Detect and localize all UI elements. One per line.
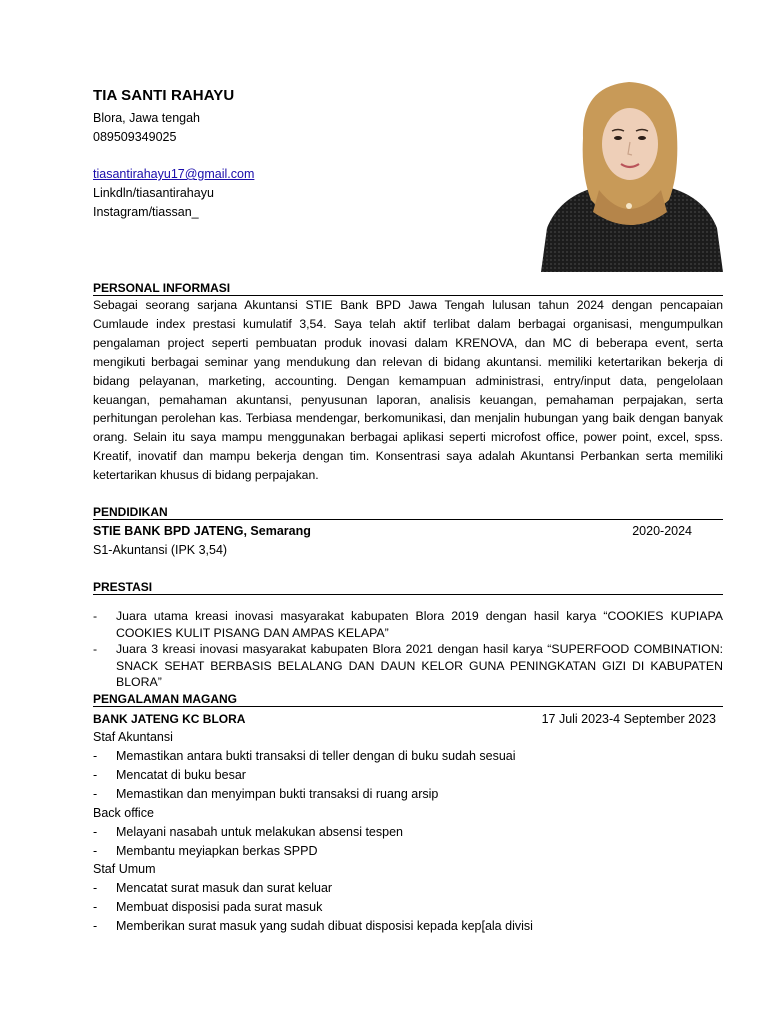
section-title-internship <box>93 692 723 707</box>
internship-company <box>93 710 723 728</box>
bullet-dash: - <box>93 844 98 858</box>
task-item <box>93 842 723 860</box>
education-years: 2020-2024 <box>632 524 692 538</box>
personal-summary: Sebagai seorang sarjana Akuntansi STIE Bank BPD Jawa Tengah lulusan tahun 2024 dengan pencapaian Cumlaude index prestasi kumulatif 3,54. Saya telah aktif terlibat dalam berbagai organisasi, mengumpulkan pengalaman project seperti pembuatan produk inovasi dalam KRENOVA, dan MC di beberapa event, serta mengikuti berbagai seminar yang mendukung dan relevan di bidang akuntansi. memiliki ketertarikan bekerja di bidang pelayanan, marketing, accounting. Dengan kemampuan administrasi, entry/input data, pengelolaan keuangan, pemahaman akuntansi, penyusunan laporan, analisis keuangan, pemahaman perpajakan, serta perhitungan perolehan kas. Terbiasa mendengar, berkomunikasi, dan menjalin hubungan yang baik dengan banyak orang. Selain itu saya mampu menggunakan berbagai aplikasi seperti microfost office, power point, excel, spss. Kreatif, inovatif dan mampu bekerja dengan tim. Konsentrasi saya adalah Akuntansi Perbankan serta memiliki ketertarikan khusus di bidang perpajakan. <box>93 298 723 483</box>
bullet-dash: - <box>93 900 98 914</box>
email-link[interactable]: tiasantirahayu17@gmail.com <box>93 167 255 181</box>
internship-period: 17 Juli 2023-4 September 2023 <box>541 712 716 726</box>
instagram-handle: Instagram/tiassan_ <box>93 205 199 219</box>
bullet-dash: - <box>93 768 98 782</box>
internship-title-text: PENGALAMAN MAGANG <box>93 692 237 706</box>
phone-number: 089509349025 <box>93 130 177 144</box>
role-title: Staf Akuntansi <box>93 730 173 744</box>
role-title: Staf Umum <box>93 862 156 876</box>
education-degree: S1-Akuntansi (IPK 3,54) <box>93 543 228 557</box>
section-title-achievements <box>93 580 723 595</box>
task-text: Membuat disposisi pada surat masuk <box>116 900 323 914</box>
section-title-education <box>93 505 723 520</box>
bullet-dash: - <box>93 825 98 839</box>
section-title-personal <box>93 281 723 296</box>
achievement-text: Juara 3 kreasi inovasi masyarakat kabupaten Blora 2021 dengan hasil karya “SUPERFOOD COMBINATION: SNACK SEHAT BERBASIS BELALANG DAN DAUN KELOR GUNA PENINGKATAN GIZI DI KABUPATEN BLORA” <box>116 642 723 689</box>
task-text: Memastikan dan menyimpan bukti transaksi di ruang arsip <box>116 787 439 801</box>
role-title: Back office <box>93 806 154 820</box>
task-text: Melayani nasabah untuk melakukan absensi tespen <box>116 825 403 839</box>
task-item <box>93 898 723 916</box>
education-title-text: PENDIDIKAN <box>93 505 168 519</box>
task-item <box>93 879 723 897</box>
task-text: Membantu meyiapkan berkas SPPD <box>116 844 318 858</box>
bullet-dash: - <box>93 787 98 801</box>
task-item <box>93 785 723 803</box>
bullet-dash: - <box>93 881 98 895</box>
task-item <box>93 917 723 935</box>
task-text: Mencatat di buku besar <box>116 768 246 782</box>
task-text: Memastikan antara bukti transaksi di teller dengan di buku sudah sesuai <box>116 749 516 763</box>
bullet-dash: - <box>93 642 98 656</box>
location: Blora, Jawa tengah <box>93 111 201 125</box>
achievement-item <box>93 641 723 691</box>
task-item <box>93 747 723 765</box>
candidate-name: TIA SANTI RAHAYU <box>93 87 235 104</box>
achievement-item <box>93 608 723 641</box>
bullet-dash: - <box>93 609 98 623</box>
task-text: Memberikan surat masuk yang sudah dibuat disposisi kepada kep[ala divisi <box>116 919 533 933</box>
bullet-dash: - <box>93 749 98 763</box>
task-item <box>93 766 723 784</box>
education-school <box>93 522 723 540</box>
company-name: BANK JATENG KC BLORA <box>93 712 246 726</box>
achievement-text: Juara utama kreasi inovasi masyarakat kabupaten Blora 2019 dengan hasil karya “COOKIES KUPIAPA COOKIES KULIT PISANG DAN AMPAS KELAPA” <box>116 609 723 640</box>
personal-title-text: PERSONAL INFORMASI <box>93 281 231 295</box>
linkedin-handle: Linkdln/tiasantirahayu <box>93 186 214 200</box>
task-item <box>93 823 723 841</box>
school-name: STIE BANK BPD JATENG, Semarang <box>93 524 311 538</box>
task-text: Mencatat surat masuk dan surat keluar <box>116 881 333 895</box>
resume-page <box>93 0 723 1024</box>
profile-photo <box>541 78 723 272</box>
bullet-dash: - <box>93 919 98 933</box>
achievements-title-text: PRESTASI <box>93 580 153 594</box>
